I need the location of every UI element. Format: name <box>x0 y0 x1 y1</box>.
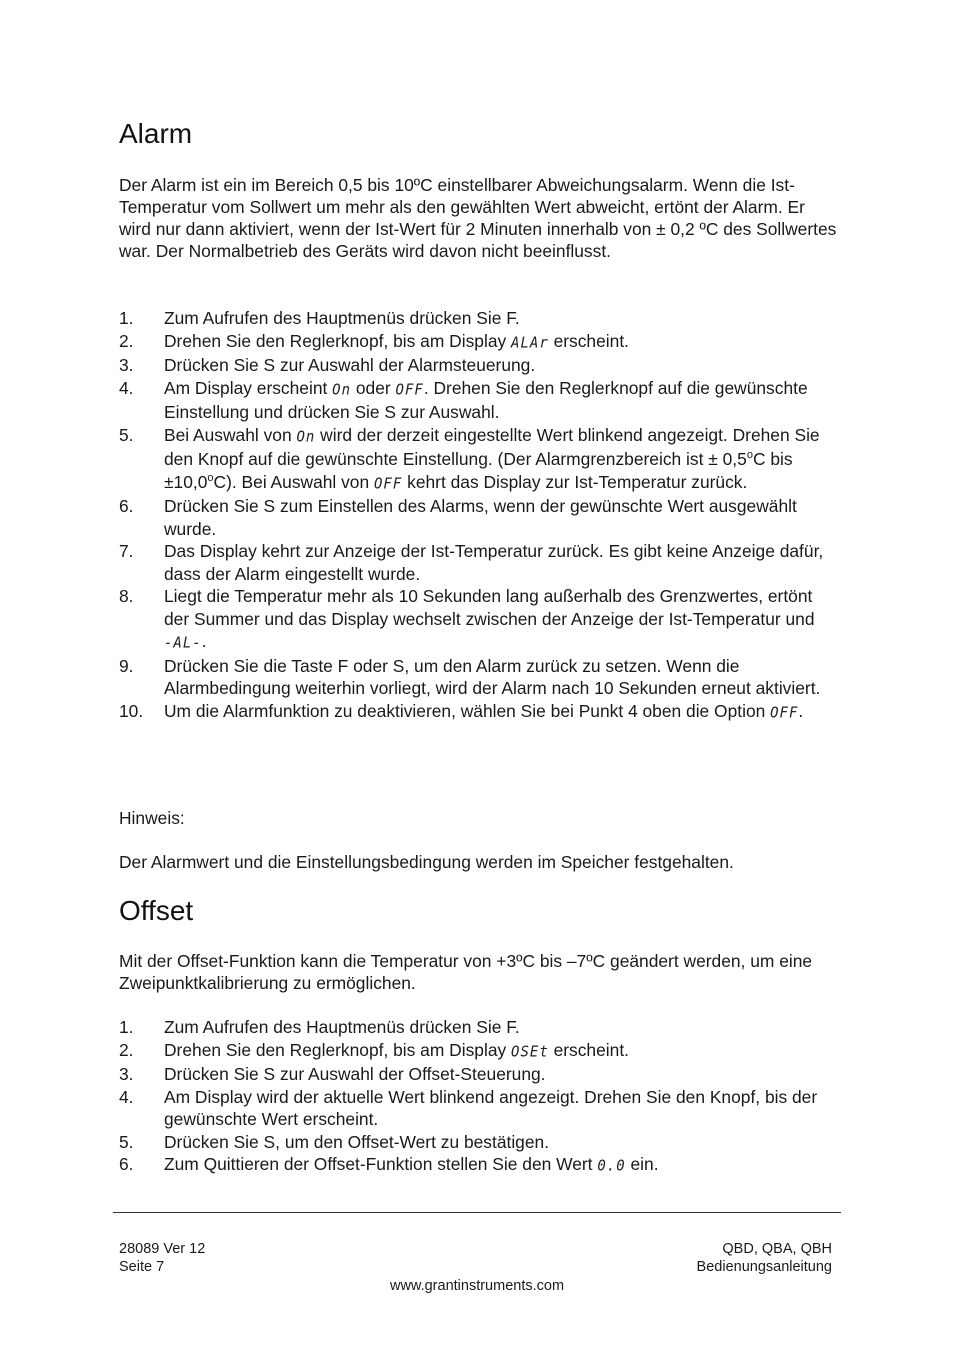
step-text: Zum Aufrufen des Hauptmenüs drücken Sie F. <box>164 1017 520 1037</box>
step-text: wird der derzeit eingestellte Wert blinkend angezeigt. Drehen Sie den Knopf auf die gewünschte Einstellung. (Der Alarmgrenzbereich ist ± 0,5 <box>164 424 820 469</box>
step-text: erscheint. <box>548 330 629 351</box>
offset-step <box>119 1039 839 1064</box>
step-number: 4. <box>119 1086 134 1107</box>
alarm-step <box>119 585 839 655</box>
step-number: 5. <box>119 1131 134 1152</box>
step-text: Zum Quittieren der Offset-Funktion stellen Sie den Wert <box>164 1154 598 1174</box>
step-number: 2. <box>119 1039 134 1060</box>
alarm-step <box>119 424 839 496</box>
note-label: Hinweis: <box>119 808 185 828</box>
display-code: On <box>332 380 352 399</box>
step-number: 4. <box>119 377 134 398</box>
footer-website-link[interactable]: www.grantinstruments.com <box>389 1278 565 1294</box>
degree-superscript: o <box>207 471 214 484</box>
step-text: Drücken Sie die Taste F oder S, um den Alarm zurück zu setzen. Wenn die Alarmbedingung weiterhin vorliegt, wird der Alarm nach 10 Sekunden erneut aktiviert. <box>164 655 821 698</box>
step-number: 9. <box>119 655 134 676</box>
step-number: 3. <box>119 355 134 375</box>
step-number: 2. <box>119 330 134 351</box>
step-text: ein. <box>625 1154 659 1174</box>
offset-heading: Offset <box>119 895 194 926</box>
step-number: 7. <box>119 541 134 561</box>
offset-step <box>119 1086 839 1131</box>
alarm-intro: Der Alarm ist ein im Bereich 0,5 bis 10ºC einstellbarer Abweichungsalarm. Wenn die Ist-Temperatur vom Sollwert um mehr als den gewählten Wert abweicht, ertönt der Alarm. Er wird nur dann aktiviert, wenn der Ist-Wert für 2 Minuten innerhalb von ± 0,2 ºC des Sollwertes war. Der Normalbetrieb des Geräts wird davon nicht beeinflusst. <box>119 175 837 261</box>
step-text: Drücken Sie S zur Auswahl der Offset-Steuerung. <box>164 1064 546 1084</box>
display-code: OFF <box>770 703 799 722</box>
display-code: ALAr <box>511 333 549 352</box>
alarm-step <box>119 655 839 700</box>
alarm-step <box>119 330 839 355</box>
step-text: . <box>798 700 804 721</box>
degree-superscript: o <box>746 449 753 462</box>
step-number: 6. <box>119 496 134 516</box>
footer-divider <box>113 1212 841 1213</box>
offset-step <box>119 1131 839 1154</box>
step-text: Drücken Sie S zum Einstellen des Alarms, wenn der gewünschte Wert ausgewählt wurde. <box>164 496 797 539</box>
step-text: Bei Auswahl von <box>164 424 297 445</box>
step-text: Das Display kehrt zur Anzeige der Ist-Temperatur zurück. Es gibt keine Anzeige dafür, dass der Alarm eingestellt wurde. <box>164 541 824 584</box>
display-code: OFF <box>395 380 424 399</box>
alarm-step <box>119 307 839 330</box>
display-code: On <box>296 427 316 446</box>
offset-steps-list <box>119 1016 839 1178</box>
display-code: OSEt <box>511 1042 549 1061</box>
step-text: Zum Aufrufen des Hauptmenüs drücken Sie F. <box>164 308 520 328</box>
offset-step <box>119 1153 839 1178</box>
alarm-heading: Alarm <box>119 118 193 149</box>
step-number: 8. <box>119 586 134 606</box>
step-text: erscheint. <box>548 1039 629 1060</box>
footer-doc-number: 28089 Ver 12 <box>119 1241 206 1257</box>
alarm-step <box>119 495 839 540</box>
step-text: . Drehen Sie den Reglerknopf auf die gewünschte Einstellung und drücken Sie S zur Auswahl. <box>164 377 808 422</box>
offset-step <box>119 1016 839 1039</box>
step-text: C bis ±10,0 <box>164 449 793 492</box>
step-text: Drehen Sie den Reglerknopf, bis am Display <box>164 330 512 351</box>
display-code: 0.0 <box>597 1157 626 1175</box>
footer-models: QBD, QBA, QBH <box>722 1241 832 1257</box>
offset-intro: Mit der Offset-Funktion kann die Temperatur von +3ºC bis –7ºC geändert werden, um eine Zweipunktkalibrierung zu ermöglichen. <box>119 951 813 993</box>
step-number: 5. <box>119 424 134 445</box>
step-number: 3. <box>119 1064 134 1084</box>
step-text: Am Display wird der aktuelle Wert blinkend angezeigt. Drehen Sie den Knopf, bis der gewünschte Wert erscheint. <box>164 1086 818 1129</box>
alarm-step <box>119 354 839 377</box>
alarm-steps-list <box>119 307 839 724</box>
alarm-step <box>119 377 839 424</box>
alarm-step <box>119 540 839 585</box>
step-text: Liegt die Temperatur mehr als 10 Sekunden lang außerhalb des Grenzwertes, ertönt der Summer und das Display wechselt zwischen der Anzeige der Ist-Temperatur und <box>164 586 815 629</box>
display-code: OFF <box>374 474 403 493</box>
step-text: Um die Alarmfunktion zu deaktivieren, wählen Sie bei Punkt 4 oben die Option <box>164 700 771 721</box>
step-text: Drücken Sie S zur Auswahl der Alarmsteuerung. <box>164 355 536 375</box>
step-number: 1. <box>119 308 134 328</box>
display-code: -AL- <box>164 634 202 652</box>
step-number: 10. <box>119 700 144 721</box>
footer-page-number: Seite 7 <box>119 1259 165 1275</box>
step-text: Am Display erscheint <box>164 377 333 398</box>
note-text: Der Alarmwert und die Einstellungsbedingung werden im Speicher festgehalten. <box>119 852 734 872</box>
step-text: Drehen Sie den Reglerknopf, bis am Display <box>164 1039 512 1060</box>
step-text: . <box>201 631 207 651</box>
footer-manual-title: Bedienungsanleitung <box>696 1259 832 1275</box>
step-text: Drücken Sie S, um den Offset-Wert zu bestätigen. <box>164 1131 550 1152</box>
step-number: 1. <box>119 1017 134 1037</box>
alarm-step <box>119 700 839 725</box>
step-text: oder <box>351 377 396 398</box>
offset-step <box>119 1063 839 1086</box>
step-text: kehrt das Display zur Ist-Temperatur zurück. <box>402 471 748 492</box>
step-text: C). Bei Auswahl von <box>213 471 374 492</box>
step-number: 6. <box>119 1154 134 1174</box>
